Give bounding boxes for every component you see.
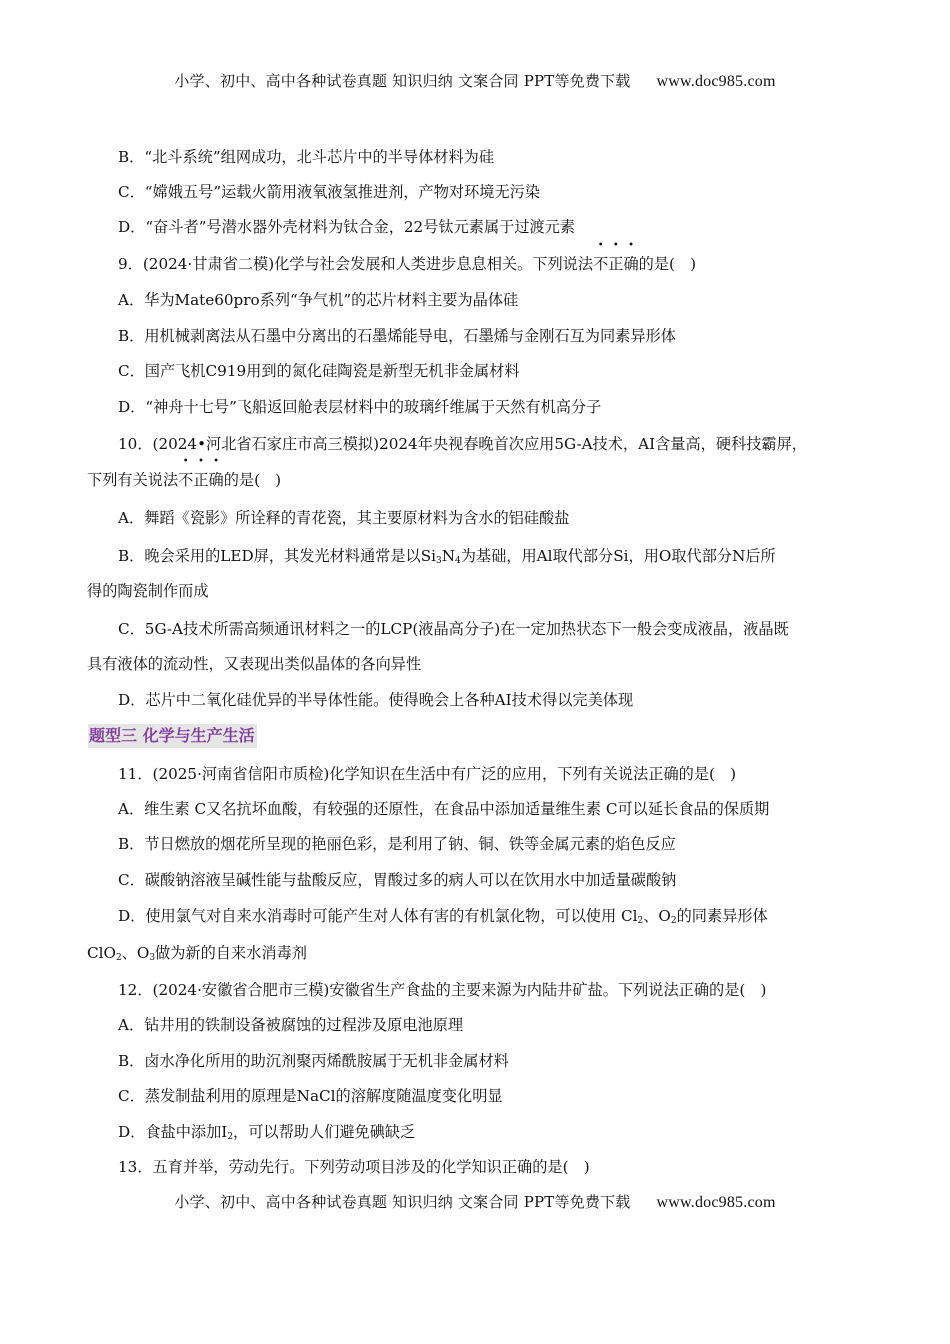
footer-text: 小学、初中、高中各种试卷真题 知识归纳 文案合同 PPT等免费下载 [174,1193,631,1211]
footer-site-link[interactable]: www.doc985.com [656,1194,776,1211]
q9-emphasis-char: 不 [593,255,609,273]
q9-stem-text: 9．(2024·甘肃省二模)化学与社会发展和人类进步息息相关。下列说法 [118,255,594,273]
q11-d-text: 做为新的自来水消毒剂 [155,944,307,962]
page-header [0,70,950,91]
q10-option-d: D．芯片中二氧化硅优异的半导体性能。使得晚会上各种AI技术得以完美体现 [118,691,634,709]
q12-option-b: B．卤水净化所用的助沉剂聚丙烯酰胺属于无机非金属材料 [118,1052,509,1070]
q10-option-b-line1 [118,546,776,566]
q8-option-d: D．“奋斗者”号潜水器外壳材料为钛合金，22号钛元素属于过渡元素 [118,218,576,236]
subscript: 3 [435,556,442,566]
q12-d-text: D．食盐中添加I [118,1123,228,1141]
q10-stem-text: 下列有关说法 [87,471,179,489]
q11-d-text: ClO [87,944,116,962]
q12-d-text: ，可以帮助人们避免碘缺乏 [233,1123,416,1141]
q11-d-text: D．使用氯气对自来水消毒时可能产生对人体有害的有机氯化物，可以使用 Cl [118,907,638,925]
q10-emphasis-char: 正 [193,471,209,489]
q10-option-a: A．舞蹈《瓷影》所诠释的青花瓷，其主要原材料为含水的铝硅酸盐 [118,509,570,527]
subscript: 4 [455,556,461,566]
q12-option-a: A．钻井用的铁制设备被腐蚀的过程涉及原电池原理 [118,1016,464,1034]
q11-d-text: 的同素异形体 [676,907,768,925]
q12-option-d [118,1122,415,1142]
q8-option-b: B．“北斗系统”组网成功，北斗芯片中的半导体材料为硅 [118,148,495,166]
q9-emphasis-char: 确 [623,255,639,273]
q10-option-c-line2: 具有液体的流动性，又表现出类似晶体的各向异性 [87,655,422,673]
q9-stem-end: 的是( ) [638,255,697,273]
q11-d-text: 、O [121,944,150,962]
q11-option-d-line1 [118,906,768,926]
q10-stem-line2 [87,470,281,490]
q11-option-a: A．维生素 C又名抗坏血酸，有较强的还原性，在食品中添加适量维生素 C可以延长食品的保质期 [118,800,770,818]
q10-b-text: 为基础，用Al取代部分Si，用O取代部分N后所 [460,547,776,565]
q11-option-d-line2 [87,943,307,963]
q9-option-a: A．华为Mate60pro系列“争气机”的芯片材料主要为晶体硅 [118,291,519,309]
q10-option-c-line1: C．5G-A技术所需高频通讯材料之一的LCP(液晶高分子)在一定加热状态下一般会变成液晶，液晶既 [118,620,789,638]
q11-stem: 11．(2025·河南省信阳市质检)化学知识在生活中有广泛的应用，下列有关说法正确的是( ) [118,765,737,783]
subscript: 3 [149,953,156,963]
q11-d-text: 、O [643,907,671,925]
q8-option-c: C．“嫦娥五号”运载火箭用液氧液氢推进剂，产物对环境无污染 [118,183,541,201]
q9-option-d: D．“神舟十七号”飞船返回舱表层材料中的玻璃纤维属于天然有机高分子 [118,398,602,416]
subscript: 2 [227,1132,234,1142]
q10-b-text: B．晚会采用的LED屏，其发光材料通常是以Si [118,547,436,565]
header-site-link[interactable]: www.doc985.com [656,73,776,90]
q10-stem-end: 的是( ) [223,471,282,489]
subscript: 2 [637,916,644,926]
q13-stem: 13．五育并举，劳动先行。下列劳动项目涉及的化学知识正确的是( ) [118,1158,590,1176]
section-heading: 题型三 化学与生产生活 [88,724,257,748]
q9-emphasis-char: 正 [608,255,624,273]
subscript: 2 [670,916,677,926]
q12-stem: 12．(2024·安徽省合肥市三模)安徽省生产食盐的主要来源为内陆井矿盐。下列说法正确的是( ) [118,981,767,999]
q9-stem [118,254,696,274]
header-text: 小学、初中、高中各种试卷真题 知识归纳 文案合同 PPT等免费下载 [174,72,631,90]
q10-stem-line1: 10．(2024•河北省石家庄市高三模拟)2024年央视春晚首次应用5G-A技术，AI含量高，硬科技霸屏， [118,435,807,453]
page-footer [0,1191,950,1212]
q10-option-b-line2: 得的陶瓷制作而成 [87,582,209,600]
q10-emphasis-char: 确 [208,471,224,489]
q12-option-c: C．蒸发制盐利用的原理是NaCl的溶解度随温度变化明显 [118,1087,503,1105]
q9-option-c: C．国产飞机C919用到的氮化硅陶瓷是新型无机非金属材料 [118,362,520,380]
q10-emphasis-char: 不 [178,471,194,489]
subscript: 2 [115,953,122,963]
q11-option-c: C．碳酸钠溶液呈碱性能与盐酸反应，胃酸过多的病人可以在饮用水中加适量碳酸钠 [118,871,677,889]
q9-option-b: B．用机械剥离法从石墨中分离出的石墨烯能导电，石墨烯与金刚石互为同素异形体 [118,327,676,345]
q10-b-text: N [441,547,455,565]
q11-option-b: B．节日燃放的烟花所呈现的艳丽色彩，是利用了钠、铜、铁等金属元素的焰色反应 [118,835,676,853]
